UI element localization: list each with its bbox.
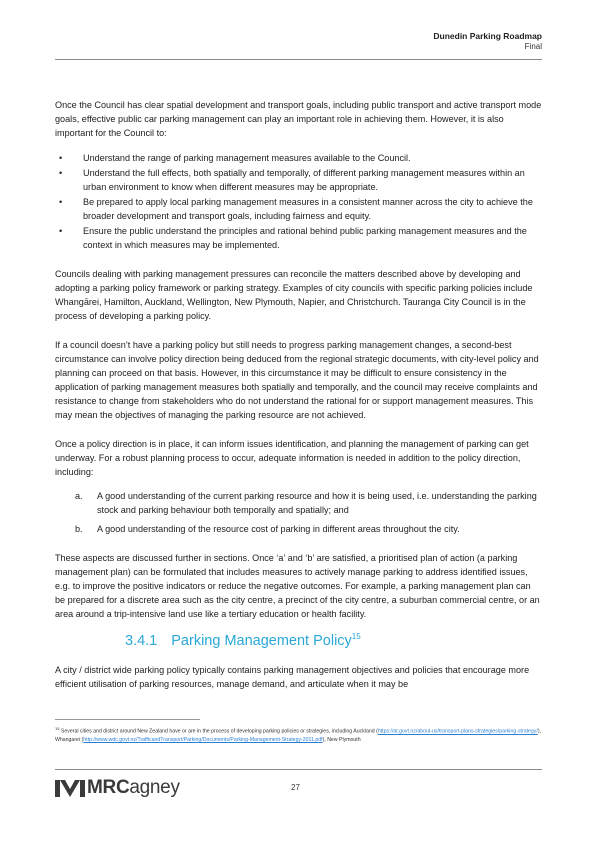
bullet-list (55, 151, 543, 252)
paragraph: Councils dealing with parking management pressures can reconcile the matters described above by developing and adopting a parking policy framework or parking strategy. Examples of city councils with specific parking policies include Whangārei, Hamilton, Auckland, Wellington, New Plymouth, Napier, and Christchurch. Tauranga City Council is in the process of developing a parking policy. (55, 269, 533, 321)
list-item-text: Understand the full effects, both spatially and temporally, of different parking management measures within an urban environment to know when different measures may be appropriate. (83, 168, 525, 192)
document-title: Dunedin Parking Roadmap (433, 31, 542, 41)
footnote-divider (55, 719, 200, 720)
list-item (55, 195, 543, 223)
paragraph: If a council doesn’t have a parking policy but still needs to progress parking management changes, a second-best circumstance can involve policy direction being deduced from the regional strategic documents, with city-level policy and planning can proceed on that basis. However, in this circumstance it may be difficult to ensure consistency in the application of parking management measures both spatially and temporally, and the council may receive complaints and resistance to change from stakeholders who do not understand the rational for or support management measures. This may mean the objectives of managing the parking resource are not achieved. (55, 340, 539, 420)
footer-divider (55, 769, 542, 770)
list-item (55, 522, 543, 536)
list-item (55, 151, 543, 165)
list-item-text: Understand the range of parking management measures available to the Council. (83, 153, 411, 163)
bullet-icon: • (59, 153, 63, 163)
intro-paragraph: Once the Council has clear spatial development and transport goals, including public transport and active transport mode goals, effective public car parking management can play an important role in achieving them. However, it is also important for the Council to: (55, 100, 542, 138)
lettered-list (55, 489, 543, 536)
list-item-text: A good understanding of the current parking resource and how it is being used, i.e. understanding the parking stock and parking behaviour both temporally and spatially; and (97, 491, 537, 515)
list-item-text: Be prepared to apply local parking management measures in a consistent manner across the city to achieve the broader development and transport goals, including fairness and equity. (83, 197, 533, 221)
page-number: 27 (291, 783, 300, 792)
page-body (55, 98, 543, 691)
list-item (55, 224, 543, 252)
footnote-text: Several cities and district around New Zealand have or are in the process of developing parking policies or strategies, including Auckland ( (60, 728, 378, 735)
section-number: 3.4.1 (125, 633, 158, 649)
footnote-reference[interactable]: 15 (351, 632, 361, 642)
footnote-link-auckland[interactable]: https://at.govt.nz/about-us/transport-plans-strategies/parking-strategy/ (377, 728, 538, 735)
footnote-number: 15 (55, 726, 60, 731)
logo-text-bold: MRC (87, 777, 130, 798)
paragraph: These aspects are discussed further in sections. Once ‘a’ and ‘b’ are satisfied, a prioritised plan of action (a parking management plan) can be formulated that includes measures to actively manage parking to address identified issues, e.g. to improve the positive indicators or reduce the negative outcomes. For example, a parking management plan can be prepared for a discrete area such as the city centre, a precinct of the city centre, a suburban commercial centre, or an area around a trip-intensive land use like a tertiary education or health facility. (55, 553, 540, 619)
header-divider (55, 59, 542, 60)
list-marker: a. (75, 491, 83, 501)
list-item-text: A good understanding of the resource cost of parking in different areas throughout the city. (97, 524, 460, 534)
list-item (55, 166, 543, 194)
logo-text-rest: agney (129, 777, 180, 798)
logo-mark-icon (55, 780, 85, 797)
footnote-text: ), Whangarei ( (55, 728, 542, 743)
footnote (55, 725, 545, 744)
list-item (55, 489, 543, 517)
list-item-text: Ensure the public understand the principles and rational behind public parking management measures and the context in which measures may be implemented. (83, 226, 527, 250)
paragraph: A city / district wide parking policy typically contains parking management objectives and policies that encourage more efficient utilisation of parking resources, manage demand, and articulate when it may be (55, 665, 530, 689)
bullet-icon: • (59, 197, 63, 207)
paragraph: Once a policy direction is in place, it can inform issues identification, and planning the management of parking can get underway. For a robust planning process to occur, adequate information is needed in addition to the policy direction, including: (55, 439, 529, 477)
document-status: Final (524, 42, 542, 51)
list-marker: b. (75, 524, 83, 534)
footnote-link-whangarei[interactable]: http://www.wdc.govt.nz/TrafficandTransport/Parking/Documents/Parking-Management-Strategy-2011.pdf (83, 736, 323, 743)
logo-wordmark (87, 777, 180, 799)
footnote-text: ), New Plymouth (322, 736, 361, 743)
section-heading (125, 631, 543, 651)
bullet-icon: • (59, 168, 63, 178)
section-title: Parking Management Policy (171, 633, 352, 649)
company-logo (55, 777, 180, 799)
bullet-icon: • (59, 226, 63, 236)
